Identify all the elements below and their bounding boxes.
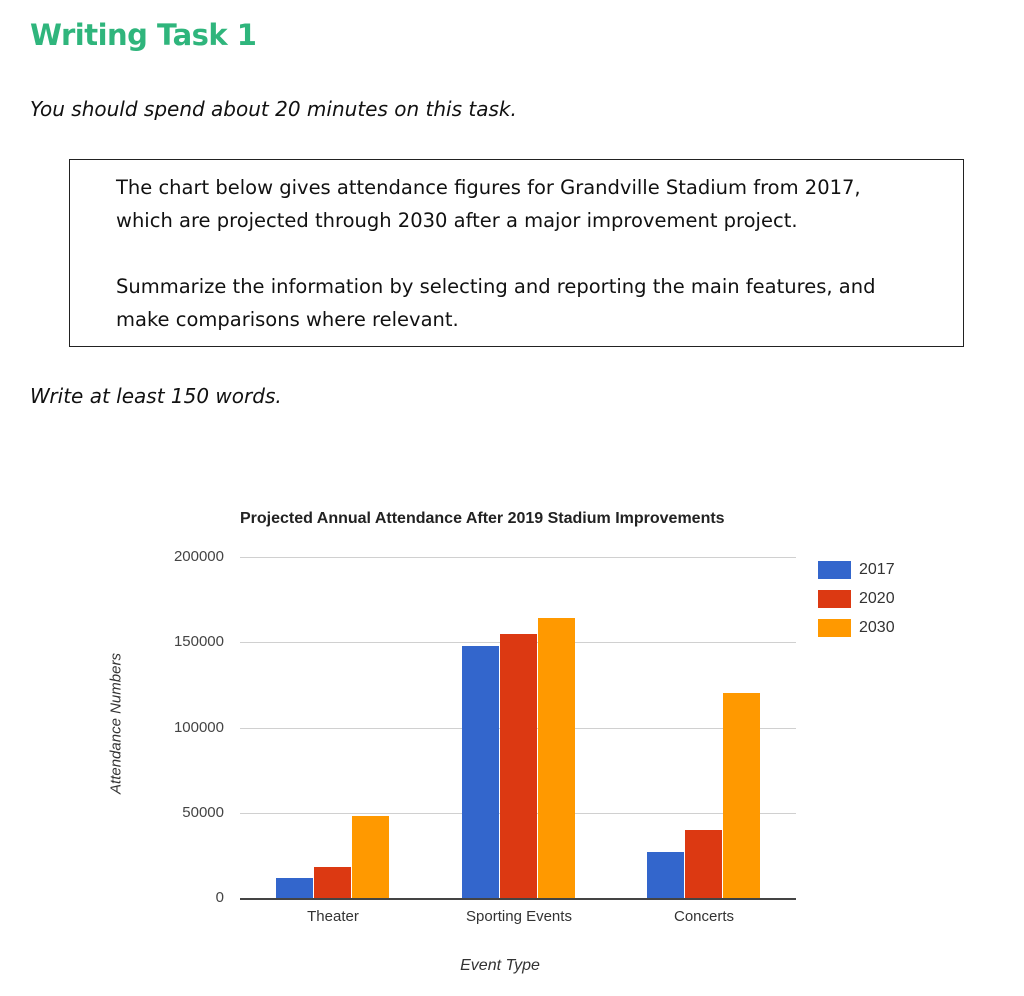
y-axis-label: Attendance Numbers <box>107 653 125 794</box>
legend-item-2030 <box>818 613 895 642</box>
x-axis-label: Event Type <box>460 957 540 974</box>
bar-theater-2030 <box>352 816 389 898</box>
bar-concerts-2017 <box>647 852 684 898</box>
legend-label: 2030 <box>859 618 895 636</box>
prompt-paragraph-1 <box>116 171 936 237</box>
bar-sporting-events-2017 <box>462 646 499 898</box>
legend-swatch-icon <box>818 619 851 637</box>
y-tick-label: 50000 <box>182 803 224 821</box>
y-tick-label: 100000 <box>173 718 224 736</box>
page-heading: Writing Task 1 <box>30 18 257 52</box>
prompt-paragraph-2 <box>116 270 936 336</box>
prompt-line: which are projected through 2030 after a major improvement project. <box>116 209 798 232</box>
x-tick-label: Sporting Events <box>466 908 572 925</box>
legend-label: 2020 <box>859 589 895 607</box>
task-prompt-box <box>69 159 964 347</box>
legend-swatch-icon <box>818 590 851 608</box>
chart-title: Projected Annual Attendance After 2019 Stadium Improvements <box>240 510 725 527</box>
attendance-bar-chart <box>100 500 920 990</box>
bar-sporting-events-2030 <box>538 618 575 898</box>
legend-item-2017 <box>818 555 895 584</box>
x-axis-line <box>240 898 796 900</box>
bar-theater-2017 <box>276 878 313 898</box>
y-tick-label: 200000 <box>173 548 224 565</box>
legend-swatch-icon <box>818 561 851 579</box>
legend-label: 2017 <box>859 560 895 578</box>
y-tick-label: 150000 <box>173 633 224 651</box>
bar-sporting-events-2020 <box>500 634 537 898</box>
prompt-line: Summarize the information by selecting and reporting the main features, and <box>116 275 876 298</box>
legend-item-2020 <box>818 584 895 613</box>
gridline <box>240 557 796 558</box>
time-instruction: You should spend about 20 minutes on this task. <box>30 97 517 121</box>
bar-theater-2020 <box>314 867 351 898</box>
prompt-line: make comparisons where relevant. <box>116 308 459 331</box>
chart-legend <box>818 555 895 642</box>
bar-concerts-2030 <box>723 693 760 898</box>
bar-concerts-2020 <box>685 830 722 898</box>
y-tick-label: 0 <box>215 889 224 906</box>
x-tick-label: Theater <box>307 908 359 925</box>
word-count-instruction: Write at least 150 words. <box>30 384 282 408</box>
prompt-line: The chart below gives attendance figures for Grandville Stadium from 2017, <box>116 176 861 199</box>
x-tick-label: Concerts <box>673 908 735 925</box>
